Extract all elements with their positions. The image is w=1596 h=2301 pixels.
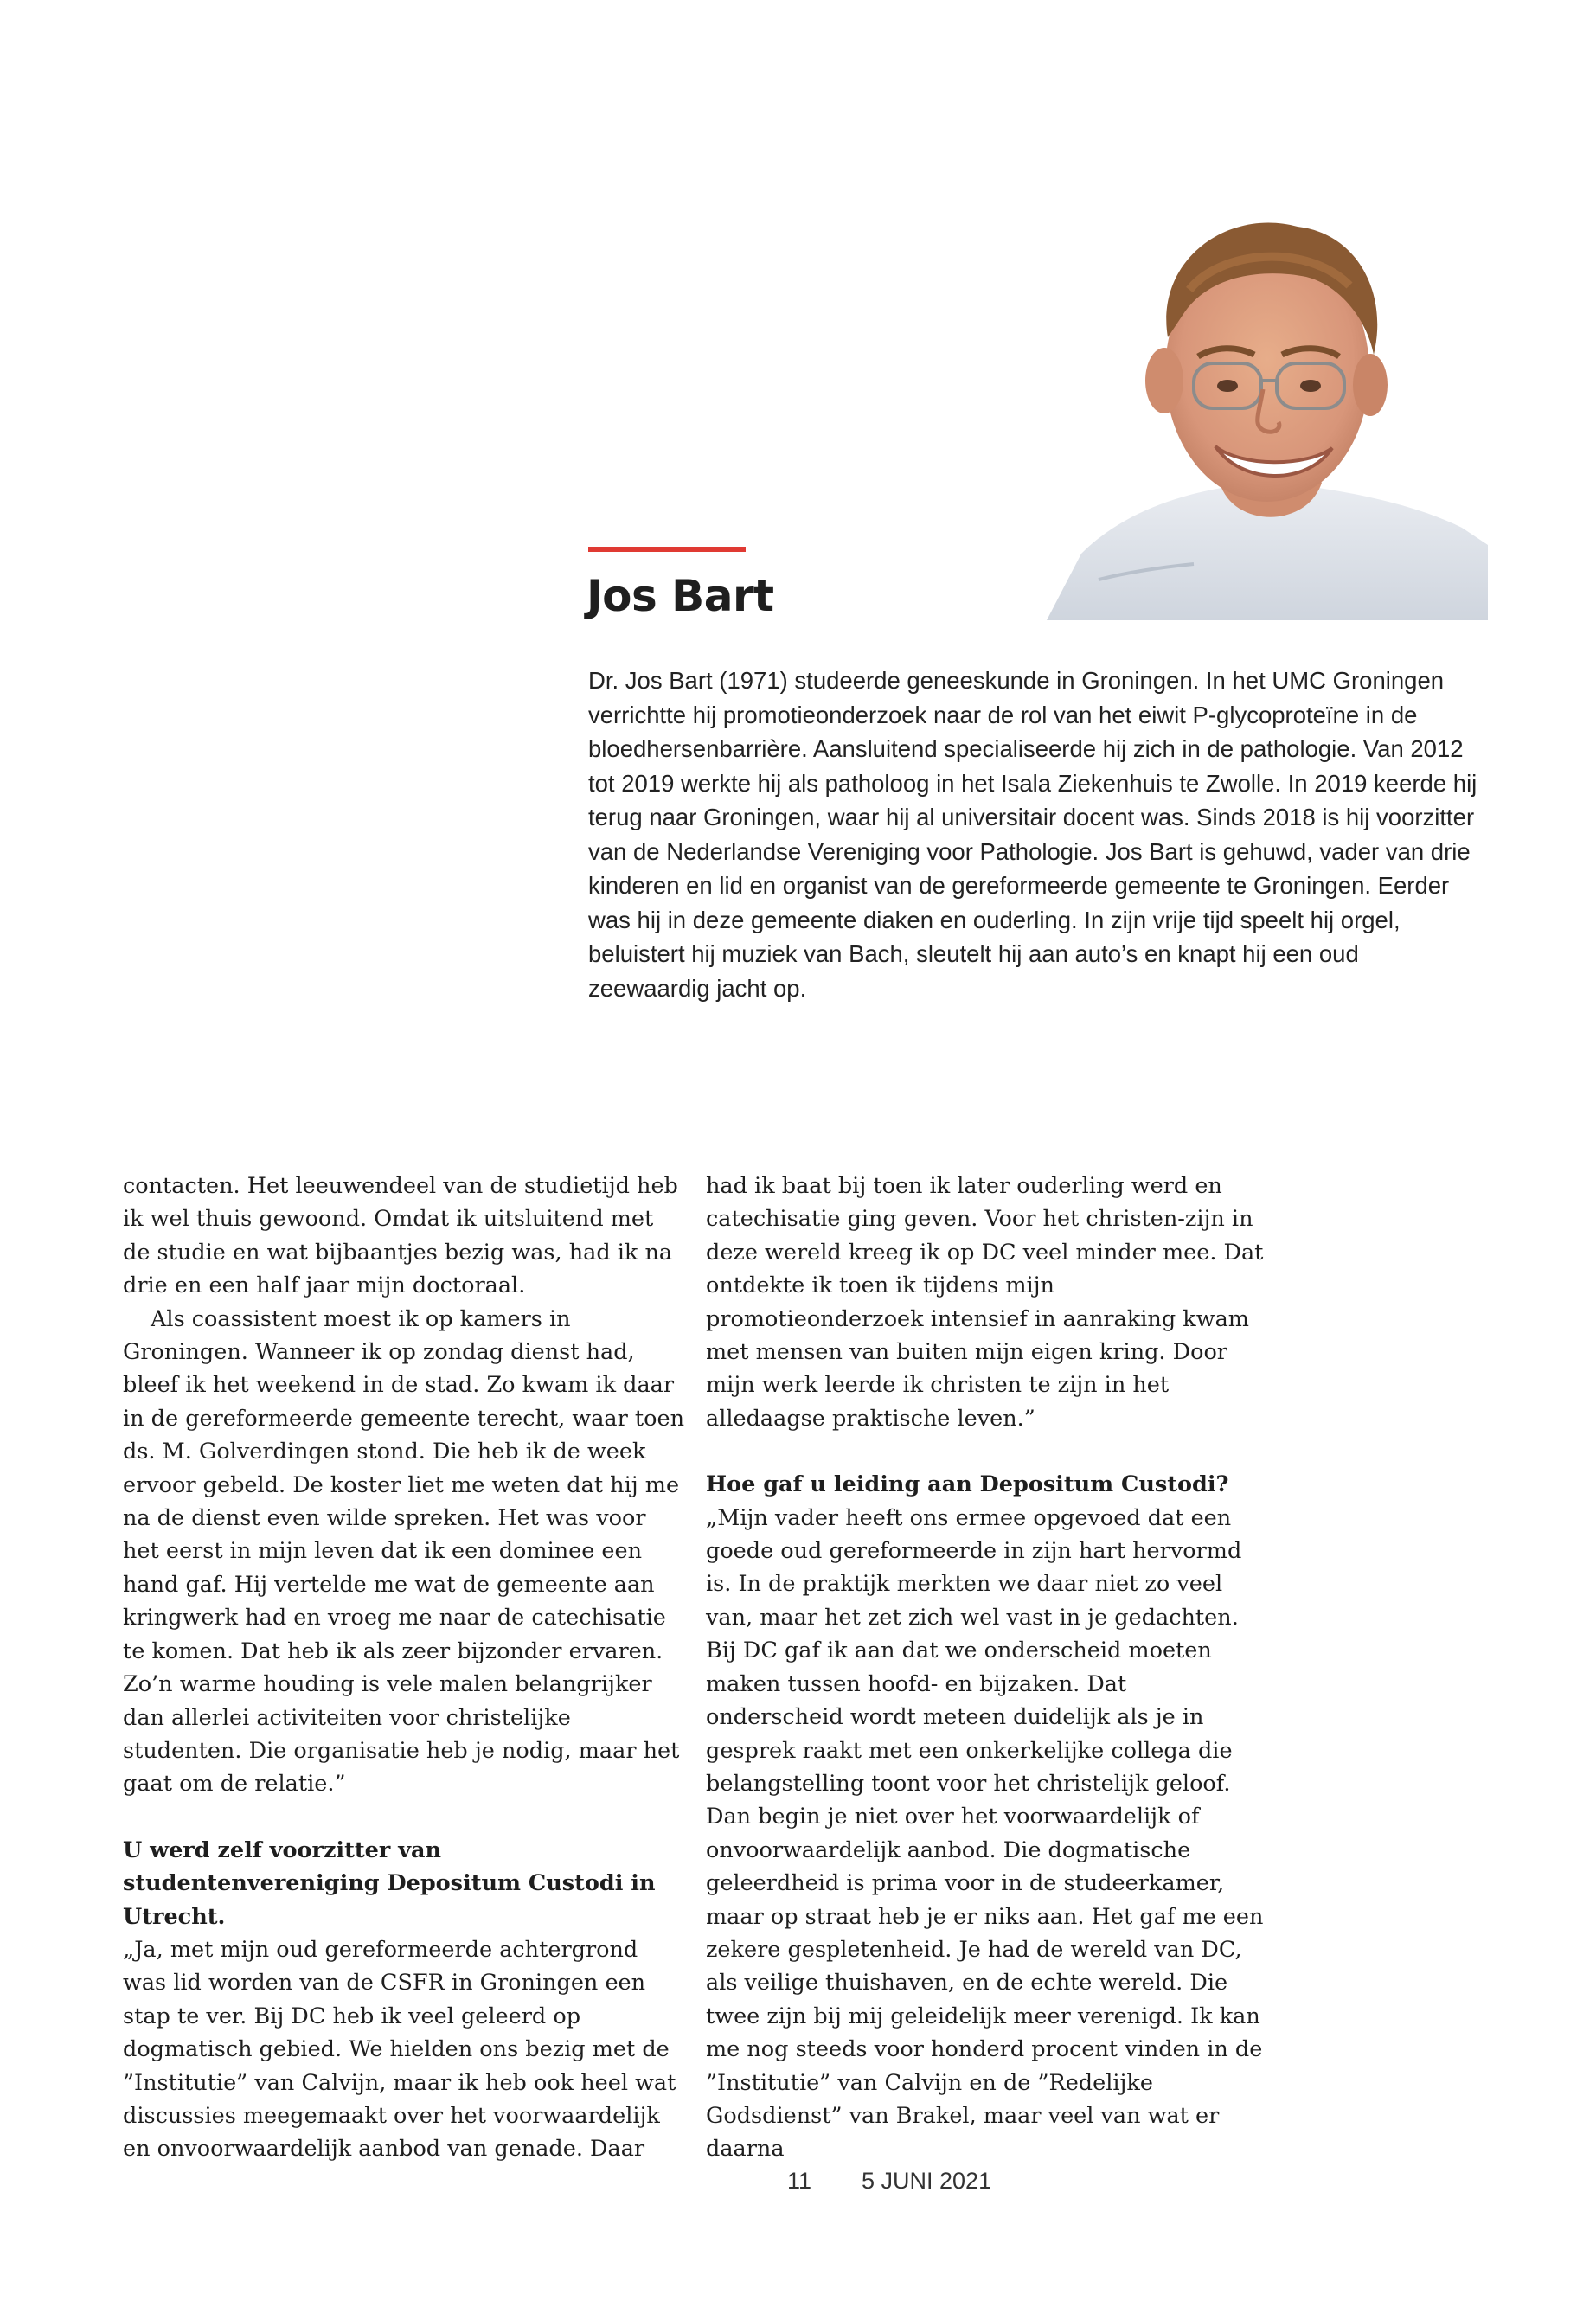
paragraph: contacten. Het leeuwendeel van de studietijd heb ik wel thuis gewoond. Omdat ik uitsluitend met de studie en wat bijbaantjes bezig was, had ik na drie en een half jaar mijn doctoraal. — [123, 1173, 678, 1299]
bio-text: Dr. Jos Bart (1971) studeerde geneeskunde in Groningen. In het UMC Groningen verrichtte hij promotieonderzoek naar de rol van het eiwit P-glycoproteïne in de bloedhersenbarrière. Aansluitend specialiseerde hij zich in de pathologie. Van 2012 tot 2019 werkte hij als patholoog in het Isala Ziekenhuis te Zwolle. In 2019 keerde hij terug naar Groningen, waar hij al universitair docent was. Sinds 2018 is hij voorzitter van de Nederlandse Vereniging voor Pathologie. Jos Bart is gehuwd, vader van drie kinderen en lid en organist van de gereformeerde gemeente te Groningen. Eerder was hij in deze gemeente diaken en ouderling. In zijn vrije tijd speelt hij orgel, beluistert hij muziek van Bach, sleutelt hij aan auto’s en knapt hij een oud zeewaardig jacht op. — [588, 667, 1477, 1002]
article-column-right — [706, 1170, 1268, 2166]
accent-rule — [588, 547, 746, 552]
article-column-left — [123, 1170, 685, 2166]
interview-question: U werd zelf voorzitter van studentenvereniging Depositum Custodi in Utrecht. — [123, 1836, 656, 1930]
bio-name: Jos Bart — [586, 571, 774, 621]
paragraph: had ik baat bij toen ik later ouderling werd en catechisatie ging geven. Voor het christen-zijn in deze wereld kreeg ik op DC veel minder mee. Dat ontdekte ik toen ik tijdens mijn promotieonderzoek intensief in aanraking kwam met mensen van buiten mijn eigen kring. Door mijn werk leerde ik christen te zijn in het alledaagse praktische leven.” — [706, 1173, 1264, 1432]
interview-question: Hoe gaf u leiding aan Depositum Custodi? — [706, 1471, 1229, 1498]
page-number: 11 — [787, 2168, 812, 2194]
paragraph: „Mijn vader heeft ons ermee opgevoed dat een goede oud gereformeerde in zijn hart hervormd is. In de praktijk merkten we daar niet zo veel van, maar het zet zich wel vast in je gedachten. Bij DC gaf ik aan dat we onderscheid moeten maken tussen hoofd- en bijzaken. Dat onderscheid wordt meteen duidelijk als je in gesprek raakt met een onkerkelijke collega die belangstelling toont voor het christelijk geloof. Dan begin je niet over het voorwaardelijk of onvoorwaardelijk aanbod. Die dogmatische geleerdheid is prima voor in de studeerkamer, maar op straat heb je er niks aan. Het gaf me een zekere gespletenheid. Je had de wereld van DC, als veilige thuishaven, en de echte wereld. Die twee zijn bij mij geleidelijk meer verenigd. Ik kan me nog steeds voor honderd procent vinden in de ”Institutie” van Calvijn en de ”Redelijke Godsdienst” van Brakel, maar veel van wat er daarna — [706, 1504, 1264, 2163]
portrait-photo — [1047, 208, 1488, 620]
paragraph: Als coassistent moest ik op kamers in Groningen. Wanneer ik op zondag dienst had, bleef ik het weekend in de stad. Zo kwam ik daar in de gereformeerde gemeente terecht, waar toen ds. M. Golverdingen stond. Die heb ik de week ervoor gebeld. De koster liet me weten dat hij me na de dienst even wilde spreken. Het was voor het eerst in mijn leven dat ik een dominee een hand gaf. Hij vertelde me wat de gemeente aan kringwerk had en vroeg me naar de catechisatie te komen. Dat heb ik als zeer bijzonder ervaren. Zo’n warme houding is vele malen belangrijker dan allerlei activiteiten voor christelijke studenten. Die organisatie heb je nodig, maar het gaat om de relatie.” — [123, 1305, 685, 1798]
issue-date: 5 JUNI 2021 — [862, 2168, 992, 2194]
paragraph: „Ja, met mijn oud gereformeerde achtergrond was lid worden van de CSFR in Groningen een stap te ver. Bij DC heb ik veel geleerd op dogmatisch gebied. We hielden ons bezig met de ”Institutie” van Calvijn, maar ik heb ook heel wat discussies meegemaakt over het voorwaardelijk en onvoorwaardelijk aanbod van genade. Daar — [123, 1936, 676, 2163]
